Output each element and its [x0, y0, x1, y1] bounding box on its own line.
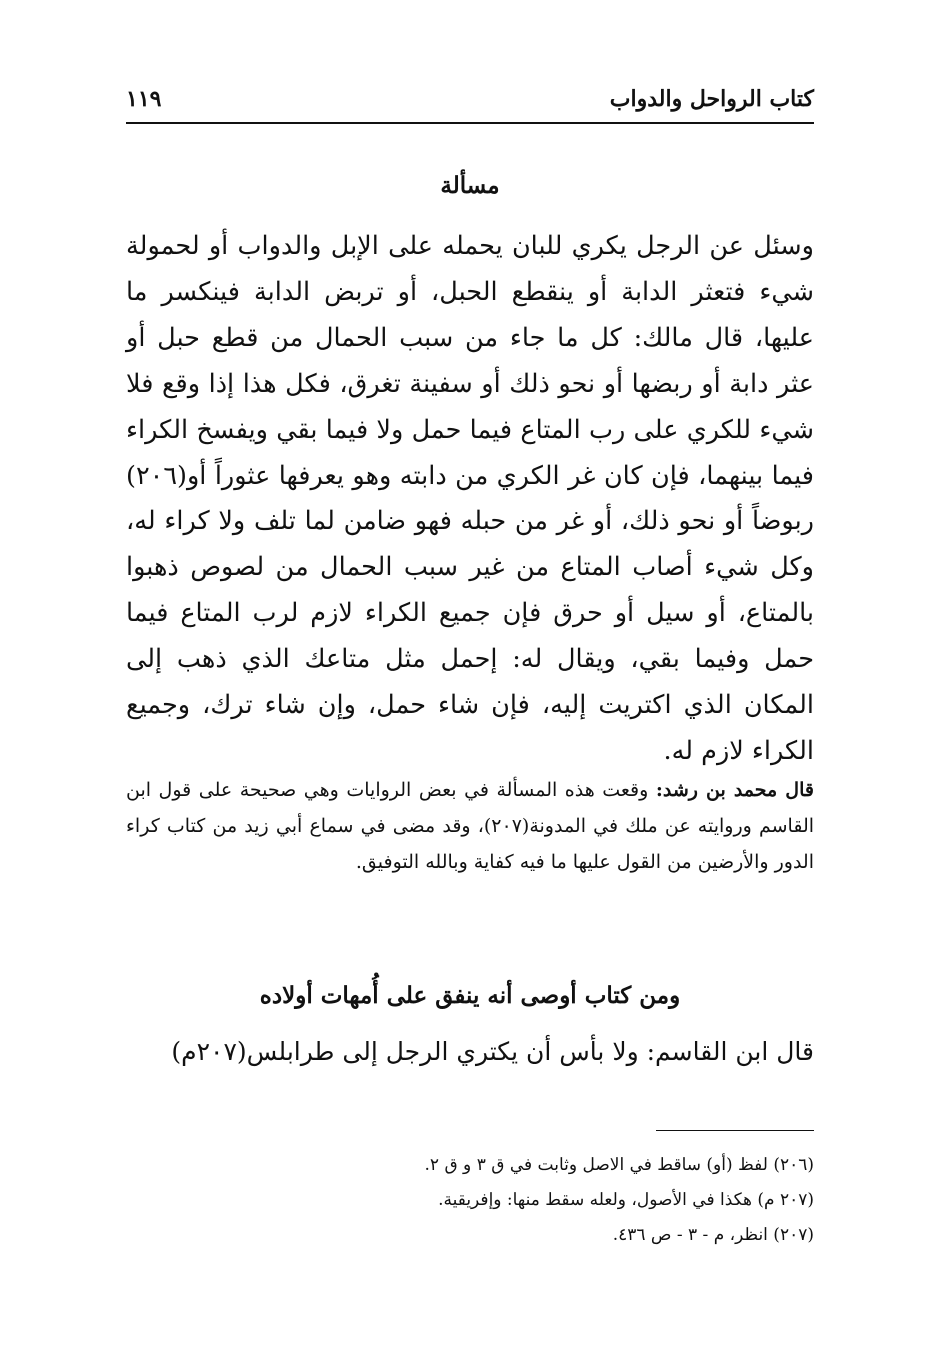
chapter-heading: ومن كتاب أوصى أنه ينفق على أُمهات أولاده	[259, 982, 681, 1009]
footnote-divider	[656, 1130, 814, 1131]
chapter-opening-line: قال ابن القاسم: ولا بأس أن يكتري الرجل إلى طرابلس(٢٠٧م)	[171, 1037, 814, 1066]
commentary-paragraph	[126, 772, 814, 880]
footnote-207m: (٢٠٧ م) هكذا في الأصول، ولعله سقط منها: وإفريقية.	[438, 1190, 814, 1210]
section-heading: مسألة	[440, 172, 500, 199]
running-title: كتاب الرواحل والدواب	[609, 86, 814, 112]
question-paragraph: وسئل عن الرجل يكري للبان يحمله على الإبل والدواب أو لحمولة شيء فتعثر الدابة أو ينقطع الحبل، أو تربض الدابة فينكسر ما عليها، قال مالك: كل ما جاء من سبب الحمال من قطع حبل أو عثر دابة أو ربضها أو نحو ذلك أو سفينة تغرق، فكل هذا إذا وقع فلا شيء للكري على رب المتاع فيما حمل ولا فيما بقي ويفسخ الكراء فيما بينهما، فإن كان غر الكري من دابته وهو يعرفها عثوراً أو(٢٠٦) ربوضاً أو نحو ذلك، أو غر من حبله فهو ضامن لما تلف ولا كراء له، وكل شيء أصاب المتاع من غير سبب الحمال من لصوص ذهبوا بالمتاع، أو سيل أو حرق فإن جميع الكراء لازم لرب المتاع فيما حمل وفيما بقي، ويقال له: إحمل مثل متاعك الذي ذهب إلى المكان الذي اكتريت إليه، فإن شاء حمل، وإن شاء ترك، وجميع الكراء لازم له.	[126, 231, 814, 766]
page-header	[126, 86, 814, 124]
footnote-207: (٢٠٧) انظر، م - ٣ - ص ٤٣٦.	[612, 1225, 814, 1245]
footnote-206: (٢٠٦) لفظ (أو) ساقط في الاصل وثابت في ق ٣ و ق ٢.	[424, 1155, 814, 1175]
footnotes	[126, 1148, 814, 1253]
commentary-speaker: قال محمد بن رشد:	[655, 779, 814, 801]
commentary-text: وقعت هذه المسألة في بعض الروايات وهي صحيحة على قول ابن القاسم وروايته عن ملك في المدونة(٢٠٧)، وقد مضى في سماع أبي زيد من كتاب كراء الدور والأرضين من القول عليها ما فيه كفاية وبالله التوفيق.	[126, 779, 815, 873]
page-number: ١١٩	[126, 86, 162, 112]
